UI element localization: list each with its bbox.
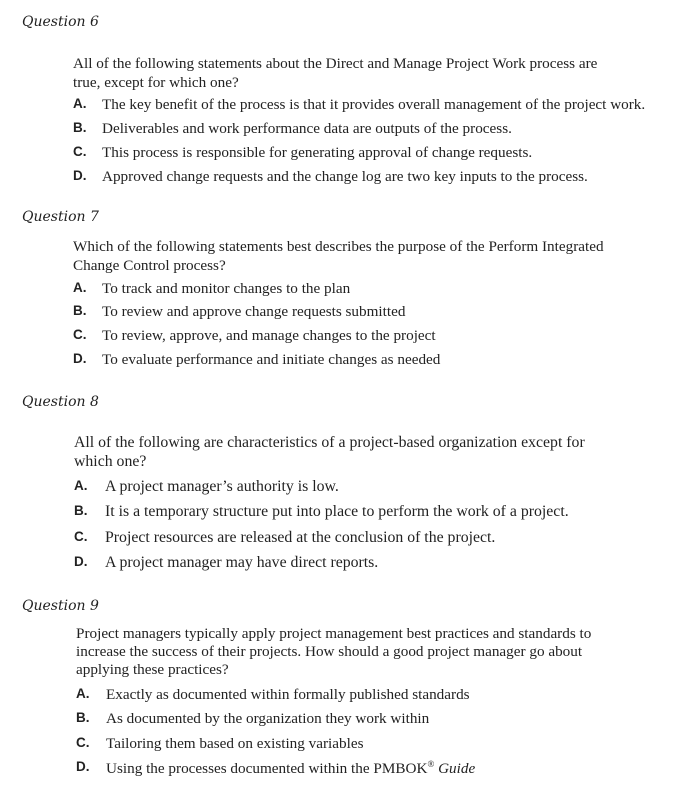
option-text: To evaluate performance and initiate changes as needed bbox=[102, 351, 441, 368]
option-letter: A. bbox=[76, 686, 90, 701]
option-letter: B. bbox=[76, 710, 90, 725]
option-text: Tailoring them based on existing variables bbox=[106, 735, 364, 752]
option-letter: C. bbox=[74, 529, 88, 544]
option-letter: D. bbox=[74, 554, 88, 569]
option-text: It is a temporary structure put into place to perform the work of a project. bbox=[105, 503, 569, 520]
option-text: To review and approve change requests submitted bbox=[102, 303, 406, 320]
registered-mark: ® bbox=[427, 759, 435, 769]
option-text: To track and monitor changes to the plan bbox=[102, 280, 351, 297]
option-letter: C. bbox=[76, 735, 90, 750]
option-letter: D. bbox=[76, 759, 90, 774]
option-text: Project resources are released at the conclusion of the project. bbox=[105, 529, 496, 546]
option-letter: A. bbox=[73, 96, 87, 111]
question-heading: Question 7 bbox=[22, 209, 99, 225]
option-text: The key benefit of the process is that it provides overall management of the project work. bbox=[102, 96, 646, 113]
option-text: As documented by the organization they work within bbox=[106, 710, 430, 727]
option-text: Deliverables and work performance data are outputs of the process. bbox=[102, 120, 512, 137]
question-heading: Question 9 bbox=[22, 598, 99, 614]
option-text: A project manager may have direct reports. bbox=[105, 554, 379, 571]
option-text bbox=[106, 759, 475, 778]
question-stem: Project managers typically apply project management best practices and standards to increase the success of their projects. How should a good project manager go about applying these practices? bbox=[76, 625, 592, 678]
question-heading: Question 8 bbox=[22, 394, 99, 410]
option-text: To review, approve, and manage changes to the project bbox=[102, 327, 436, 344]
option-text: A project manager’s authority is low. bbox=[105, 478, 339, 495]
guide-word: Guide bbox=[438, 760, 476, 778]
option-letter: A. bbox=[73, 280, 87, 295]
option-letter: C. bbox=[73, 327, 87, 342]
option-text: Approved change requests and the change log are two key inputs to the process. bbox=[102, 168, 588, 185]
option-letter: A. bbox=[74, 478, 88, 493]
option-letter: B. bbox=[73, 303, 87, 318]
question-stem: All of the following statements about the Direct and Manage Project Work process are true, except for which one? bbox=[73, 55, 598, 91]
option-letter: B. bbox=[73, 120, 87, 135]
option-letter: C. bbox=[73, 144, 87, 159]
option-text: Exactly as documented within formally published standards bbox=[106, 686, 470, 703]
question-stem: Which of the following statements best describes the purpose of the Perform Integrated Change Control process? bbox=[73, 238, 604, 274]
option-text-main: Using the processes documented within the PMBOK bbox=[106, 760, 428, 778]
question-stem: All of the following are characteristics of a project-based organization except for which one? bbox=[74, 434, 585, 470]
option-letter: D. bbox=[73, 168, 87, 183]
option-text: This process is responsible for generating approval of change requests. bbox=[102, 144, 533, 161]
question-heading: Question 6 bbox=[22, 14, 99, 30]
option-letter: D. bbox=[73, 351, 87, 366]
option-letter: B. bbox=[74, 503, 88, 518]
